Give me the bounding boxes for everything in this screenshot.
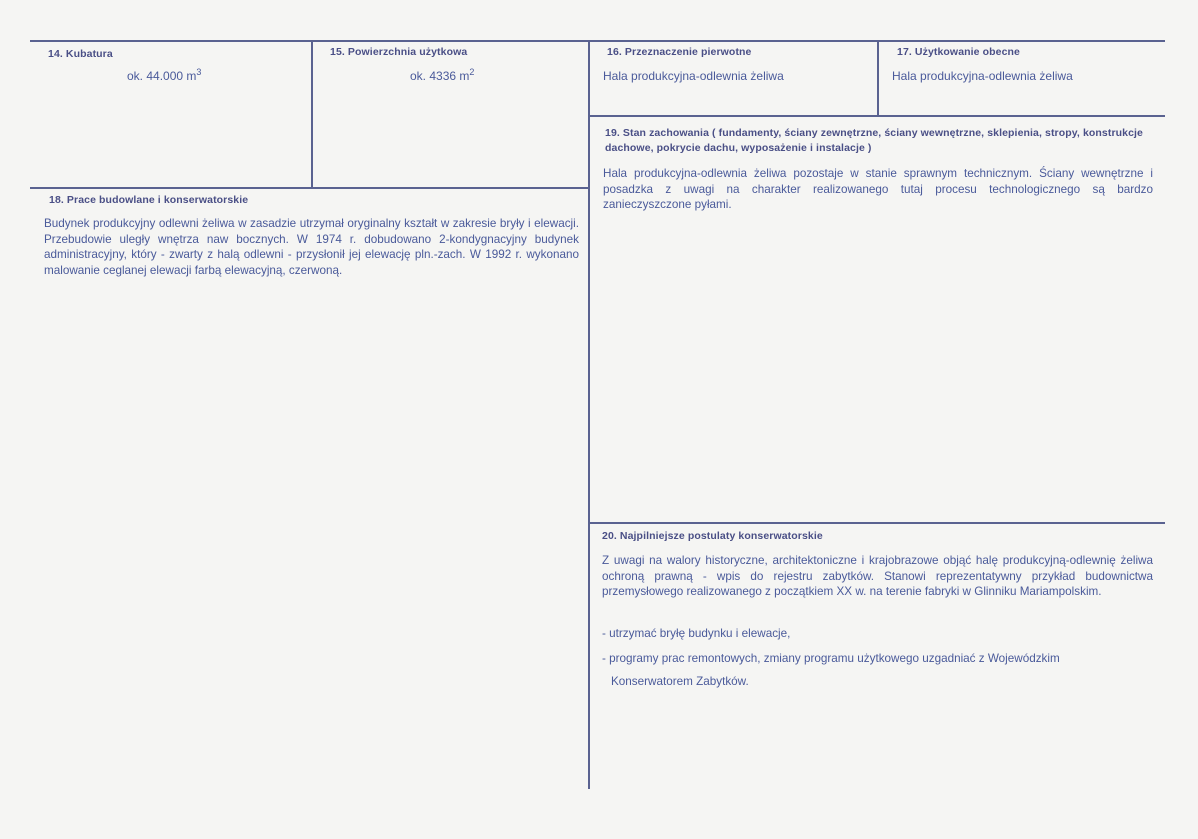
field-20-label: 20. Najpilniejsze postulaty konserwatorskie: [602, 530, 823, 542]
field-14-value-text: ok. 44.000 m: [127, 69, 197, 83]
divider-14-15: [311, 41, 313, 188]
field-14-value: [127, 67, 201, 83]
field-14-unit-sup: 3: [196, 67, 202, 77]
field-18-label: 18. Prace budowlane i konserwatorskie: [49, 194, 249, 206]
divider-15-16: [588, 41, 590, 789]
field-16-label: 16. Przeznaczenie pierwotne: [607, 46, 752, 58]
field-14-label: 14. Kubatura: [48, 48, 113, 60]
field-15-label: 15. Powierzchnia użytkowa: [330, 46, 468, 58]
field-19-label: 19. Stan zachowania ( fundamenty, ściany zewnętrzne, ściany wewnętrzne, sklepienia, stropy, konstrukcje dachowe, pokrycie dachu, wyposażenie i instalacje ): [605, 127, 1143, 154]
field-20-item-2: - programy prac remontowych, zmiany programu użytkowego uzgadniać z Wojewódzkim: [602, 652, 1060, 665]
top-border-line: [30, 40, 1165, 42]
field-15-value: [410, 67, 474, 83]
field-20-item-1: - utrzymać bryłę budynku i elewacje,: [602, 627, 791, 640]
field-17-label: 17. Użytkowanie obecne: [897, 46, 1020, 58]
field-16-value: Hala produkcyjna-odlewnia żeliwa: [603, 69, 784, 83]
line-above-18: [30, 187, 588, 189]
field-15-value-text: ok. 4336 m: [410, 69, 470, 83]
line-above-20: [589, 522, 1165, 524]
field-19-text: Hala produkcyjna-odlewnia żeliwa pozostaje w stanie sprawnym technicznym. Ściany wewnętrzne i posadzka z uwagi na charakter realizowanego tutaj procesu technologicznego są bardzo zanieczyszczone pyłami.: [603, 167, 1153, 211]
field-17-value: Hala produkcyjna-odlewnia żeliwa: [892, 69, 1073, 83]
divider-16-17: [877, 41, 879, 116]
field-15-unit-sup: 2: [469, 67, 475, 77]
field-18-text: Budynek produkcyjny odlewni żeliwa w zasadzie utrzymał oryginalny kształt w zakresie bryły i elewacji. Przebudowie uległy wnętrza naw bocznych. W 1974 r. dobudowano 2-kondygnacyjny budynek administracyjny, który - zwarty z halą odlewni - przysłonił jej elewację pln.-zach. W 1992 r. wykonano malowanie ceglanej elewacji farbą elewacyjną, czerwoną.: [44, 217, 579, 277]
field-20-text: Z uwagi na walory historyczne, architektoniczne i krajobrazowe objąć halę produkcyjną-odlewnię żeliwa ochroną prawną - wpis do rejestru zabytków. Stanowi reprezentatywny przykład budownictwa przemysłowego realizowanego z początkiem XX w. na terenie fabryki w Glinniku Mariampolskim.: [602, 554, 1153, 598]
line-below-16-17: [589, 115, 1165, 117]
field-20-item-2-cont: Konserwatorem Zabytków.: [611, 675, 749, 688]
